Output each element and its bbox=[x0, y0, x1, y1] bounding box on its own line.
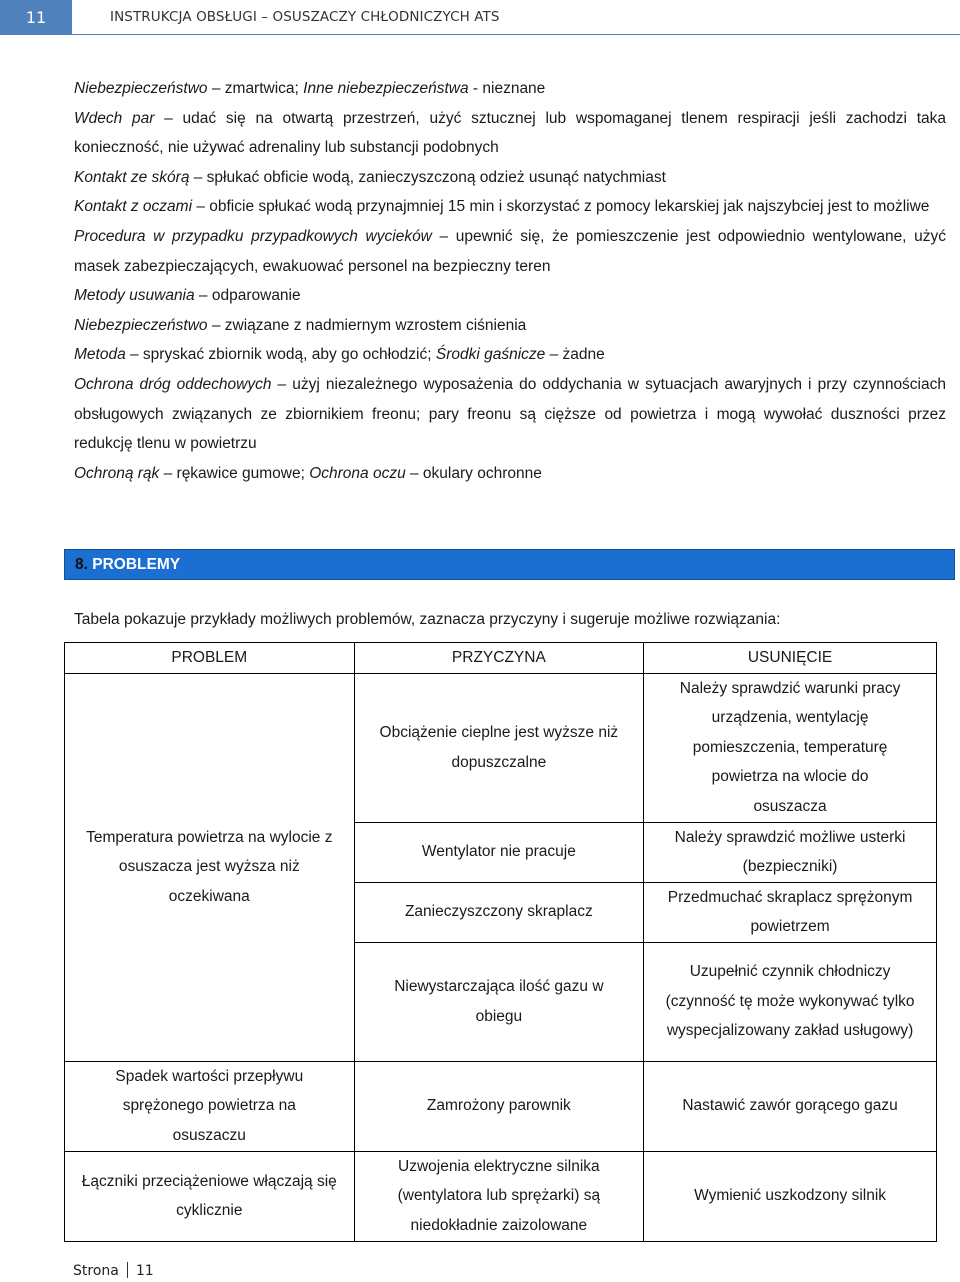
section-heading bbox=[64, 549, 955, 580]
cause-cell: Zamrożony parownik bbox=[354, 1061, 644, 1151]
fix-cell: Wymienić uszkodzony silnik bbox=[644, 1151, 937, 1241]
safety-line-spills: Procedura w przypadku przypadkowych wycieków – upewnić się, że pomieszczenie jest odpowiednio wentylowane, użyć masek zabezpieczających, ewakuować personel na bezpieczny teren bbox=[74, 227, 946, 275]
table-header-row bbox=[65, 643, 937, 674]
cause-cell: Niewystarczająca ilość gazu w obiegu bbox=[354, 942, 644, 1061]
fix-cell: Przedmuchać skraplacz sprężonym powietrzem bbox=[644, 882, 937, 942]
safety-line-skin: Kontakt ze skórą – spłukać obficie wodą, zanieczyszczoną odzież usunąć natychmiast bbox=[74, 168, 666, 186]
section-number: 8. bbox=[75, 555, 88, 573]
footer-separator bbox=[127, 1262, 128, 1278]
safety-line-inhalation: Wdech par – udać się na otwartą przestrzeń, użyć sztucznej lub wspomaganej tlenem respiracji jeśli zachodzi taka konieczność, nie używać adrenaliny lub substancji podobnych bbox=[74, 109, 946, 157]
header-divider bbox=[72, 34, 960, 35]
fix-cell: Należy sprawdzić możliwe usterki (bezpieczniki) bbox=[644, 822, 937, 882]
problem-cell: Spadek wartości przepływu sprężonego powietrza na osuszaczu bbox=[65, 1061, 355, 1151]
problem-cell: Łączniki przeciążeniowe włączają się cyklicznie bbox=[65, 1151, 355, 1241]
footer-label: Strona bbox=[73, 1263, 119, 1279]
table-row bbox=[65, 1061, 937, 1151]
safety-line-method: Metoda – spryskać zbiornik wodą, aby go ochłodzić; Środki gaśnicze – żadne bbox=[74, 346, 605, 364]
fix-cell: Należy sprawdzić warunki pracy urządzenia, wentylację pomieszczenia, temperaturę powietrza na wlocie do osuszacza bbox=[644, 673, 937, 822]
table-intro: Tabela pokazuje przykłady możliwych problemów, zaznacza przyczyny i sugeruje możliwe rozwiązania: bbox=[74, 611, 781, 628]
header-fix: USUNIĘCIE bbox=[644, 643, 937, 674]
fix-cell: Nastawić zawór gorącego gazu bbox=[644, 1061, 937, 1151]
footer-page-number: 11 bbox=[135, 1263, 154, 1279]
header-page-number: 11 bbox=[0, 0, 72, 35]
section-title: PROBLEMY bbox=[87, 555, 181, 573]
table-row bbox=[65, 673, 937, 822]
safety-line-respiratory: Ochrona dróg oddechowych – użyj niezależnego wyposażenia do oddychania w sytuacjach awaryjnych i przy czynnościach obsługowych związanych ze zbiornikiem freonu; pary freonu są cięższe od powietrza i mogą wywołać duszności przez redukcję tlenu w powietrzu bbox=[74, 375, 946, 453]
header-cause: PRZYCZYNA bbox=[354, 643, 644, 674]
problems-table bbox=[64, 642, 937, 1242]
safety-line-disposal: Metody usuwania – odparowanie bbox=[74, 287, 301, 305]
safety-line-pressure: Niebezpieczeństwo – związane z nadmiernym wzrostem ciśnienia bbox=[74, 316, 527, 334]
cause-cell: Uzwojenia elektryczne silnika (wentylatora lub sprężarki) są niedokładnie zaizolowane bbox=[354, 1151, 644, 1241]
cause-cell: Wentylator nie pracuje bbox=[354, 822, 644, 882]
cause-cell: Zanieczyszczony skraplacz bbox=[354, 882, 644, 942]
safety-line-hazard: Niebezpieczeństwo – zmartwica; Inne niebezpieczeństwa - nieznane bbox=[74, 80, 546, 97]
page-footer bbox=[73, 1262, 154, 1279]
problem-cell: Temperatura powietrza na wylocie z osuszacza jest wyższa niż oczekiwana bbox=[65, 673, 355, 1061]
fix-cell: Uzupełnić czynnik chłodniczy (czynność tę może wykonywać tylko wyspecjalizowany zakład usługowy) bbox=[644, 942, 937, 1061]
safety-line-eyes: Kontakt z oczami – obficie spłukać wodą przynajmniej 15 min i skorzystać z pomocy lekarskiej jak najszybciej jest to możliwe bbox=[74, 198, 930, 216]
cause-cell: Obciążenie cieplne jest wyższe niż dopuszczalne bbox=[354, 673, 644, 822]
header-problem: PROBLEM bbox=[65, 643, 355, 674]
safety-info bbox=[74, 74, 946, 488]
header-title: INSTRUKCJA OBSŁUGI – OSUSZACZY CHŁODNICZYCH ATS bbox=[110, 9, 500, 25]
safety-line-protection: Ochroną rąk – rękawice gumowe; Ochrona oczu – okulary ochronne bbox=[74, 464, 542, 482]
table-row bbox=[65, 1151, 937, 1241]
